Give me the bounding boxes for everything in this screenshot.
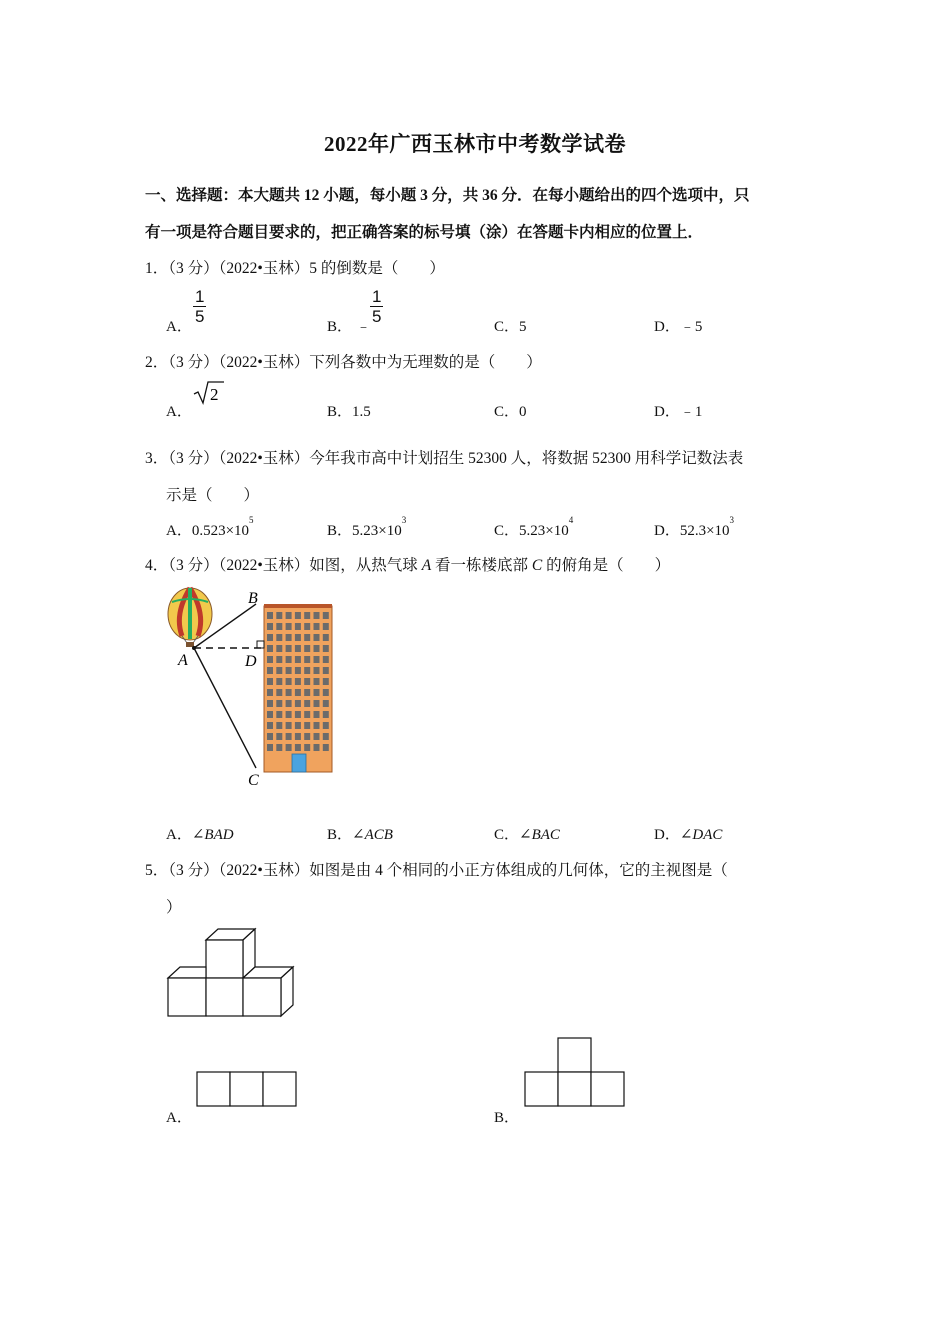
building-window xyxy=(304,634,310,641)
q1-option-b-sign: ﹣ xyxy=(356,319,372,335)
q4-option-d: D．∠DAC xyxy=(654,827,723,843)
sqrt-icon xyxy=(192,380,226,406)
q1-stem: 1．（3 分）（2022•玉林）5 的倒数是（ ） xyxy=(145,260,445,277)
point-label-a: A xyxy=(178,652,188,669)
q1-a-denominator: 5 xyxy=(195,307,205,326)
hot-air-balloon-icon xyxy=(168,588,212,647)
building-window xyxy=(286,722,292,729)
building-window xyxy=(267,733,273,740)
building-window xyxy=(276,700,282,707)
point-label-c: C xyxy=(248,772,259,789)
building-window xyxy=(286,678,292,685)
building-window xyxy=(267,689,273,696)
q1-option-a-fraction xyxy=(193,288,206,325)
building-window xyxy=(295,733,301,740)
building-window xyxy=(323,623,329,630)
q5-stem-line2: ） xyxy=(166,899,182,916)
building-window xyxy=(314,711,320,718)
building-window xyxy=(323,733,329,740)
q5-option-a-label: A． xyxy=(166,1110,192,1126)
building-window xyxy=(276,678,282,685)
building-window xyxy=(286,711,292,718)
building-window xyxy=(304,656,310,663)
building-window xyxy=(323,744,329,751)
building-window xyxy=(304,667,310,674)
building-window xyxy=(295,634,301,641)
building-window xyxy=(286,623,292,630)
q3-a-base: A．0.523×10 xyxy=(166,523,250,539)
building-window xyxy=(276,744,282,751)
q3-b-base: B．5.23×10 xyxy=(327,523,402,539)
building-window xyxy=(304,733,310,740)
q4-option-c: C．∠BAC xyxy=(494,827,560,843)
building-window xyxy=(323,678,329,685)
q3-option-c xyxy=(494,515,574,540)
q2-option-b: B．1.5 xyxy=(327,404,371,420)
building-window xyxy=(304,700,310,707)
building-window xyxy=(314,656,320,663)
q2-option-a-label: A． xyxy=(166,404,192,420)
building-window xyxy=(323,612,329,619)
building-window xyxy=(323,711,329,718)
building-window xyxy=(304,612,310,619)
building-window xyxy=(304,689,310,696)
building-window xyxy=(314,623,320,630)
building-window xyxy=(314,689,320,696)
q2-option-c: C．0 xyxy=(494,404,527,420)
building-window xyxy=(314,667,320,674)
q1-b-numerator: 1 xyxy=(372,287,382,306)
q4-figure-balloon-building xyxy=(160,586,340,796)
building-window xyxy=(304,722,310,729)
q3-b-exp: 3 xyxy=(401,515,407,525)
q3-option-d xyxy=(654,515,735,540)
right-angle-mark xyxy=(257,641,264,648)
building-window xyxy=(314,612,320,619)
section-instructions-line1: 一、选择题：本大题共 12 小题，每小题 3 分，共 36 分．在每小题给出的四个选项中，只 xyxy=(145,187,750,204)
building-window xyxy=(295,667,301,674)
q1-b-denominator: 5 xyxy=(372,307,382,326)
q4-option-b: B．∠ACB xyxy=(327,827,393,843)
building-window xyxy=(314,700,320,707)
building-window xyxy=(295,689,301,696)
building-window xyxy=(323,700,329,707)
q2-option-d: D．﹣1 xyxy=(654,404,703,420)
q5-option-b-label: B． xyxy=(494,1110,520,1126)
building-icon xyxy=(264,604,332,772)
building-window xyxy=(323,645,329,652)
q1-option-b-label: B． xyxy=(327,319,353,335)
building-window xyxy=(286,700,292,707)
building-window xyxy=(276,645,282,652)
building-window xyxy=(286,612,292,619)
q2-option-a-sqrt xyxy=(192,380,226,411)
building-window xyxy=(295,612,301,619)
q4-stem: 4．（3 分）（2022•玉林）如图，从热气球 A 看一栋楼底部 C 的俯角是（ ） xyxy=(145,557,671,574)
building-window xyxy=(295,645,301,652)
building-window xyxy=(286,744,292,751)
building-window xyxy=(323,634,329,641)
q3-option-a xyxy=(166,515,254,540)
q3-stem-line1: 3．（3 分）（2022•玉林）今年我市高中计划招生 52300 人，将数据 52300 用科学记数法表 xyxy=(145,450,744,467)
q2-a-radicand: 2 xyxy=(210,385,219,404)
building-window xyxy=(276,634,282,641)
building-window xyxy=(314,645,320,652)
building-window xyxy=(314,678,320,685)
building-window xyxy=(304,678,310,685)
building-window xyxy=(295,711,301,718)
q3-option-b xyxy=(327,515,407,540)
q5-figure-cubes xyxy=(160,926,300,1026)
building-window xyxy=(304,645,310,652)
q3-a-exp: 5 xyxy=(249,515,254,525)
q5-option-a-figure xyxy=(196,1071,298,1113)
building-window xyxy=(314,744,320,751)
building-window xyxy=(267,667,273,674)
building-window xyxy=(276,656,282,663)
building-window xyxy=(276,612,282,619)
building-window xyxy=(323,656,329,663)
building-window xyxy=(295,623,301,630)
building-window xyxy=(286,733,292,740)
building-window xyxy=(276,722,282,729)
building-window xyxy=(314,722,320,729)
building-window xyxy=(286,656,292,663)
building-window xyxy=(304,711,310,718)
building-window xyxy=(323,689,329,696)
building-window xyxy=(304,744,310,751)
q3-d-base: D．52.3×10 xyxy=(654,523,730,539)
q5-stem-line1: 5．（3 分）（2022•玉林）如图是由 4 个相同的小正方体组成的几何体，它的主视图是（ xyxy=(145,862,728,879)
q1-option-d: D．﹣5 xyxy=(654,319,703,335)
page-title: 2022年广西玉林市中考数学试卷 xyxy=(324,132,626,156)
q1-a-numerator: 1 xyxy=(195,287,205,306)
building-window xyxy=(286,667,292,674)
q3-d-exp: 3 xyxy=(729,515,735,525)
q2-stem: 2．（3 分）（2022•玉林）下列各数中为无理数的是（ ） xyxy=(145,354,542,371)
q3-c-base: C．5.23×10 xyxy=(494,523,569,539)
building-window xyxy=(267,634,273,641)
q5-option-b-figure xyxy=(524,1037,626,1113)
building-window xyxy=(276,667,282,674)
building-window xyxy=(295,744,301,751)
q1-option-a-label: A． xyxy=(166,319,192,335)
building-window xyxy=(295,656,301,663)
building-window xyxy=(267,623,273,630)
building-window xyxy=(295,678,301,685)
q3-c-exp: 4 xyxy=(568,515,574,525)
building-window xyxy=(276,733,282,740)
building-window xyxy=(267,722,273,729)
building-window xyxy=(276,623,282,630)
building-window xyxy=(314,733,320,740)
building-window xyxy=(295,722,301,729)
building-window xyxy=(267,678,273,685)
building-window xyxy=(286,689,292,696)
q3-stem-line2: 示是（ ） xyxy=(166,487,260,504)
building-window xyxy=(267,656,273,663)
building-window xyxy=(323,667,329,674)
building-window xyxy=(286,634,292,641)
building-window xyxy=(276,689,282,696)
building-window xyxy=(267,711,273,718)
point-label-b: B xyxy=(248,590,258,607)
building-window xyxy=(267,744,273,751)
q1-option-b-fraction xyxy=(370,288,383,325)
building-window xyxy=(267,645,273,652)
building-window xyxy=(276,711,282,718)
building-window xyxy=(323,722,329,729)
section-instructions-line2: 有一项是符合题目要求的，把正确答案的标号填（涂）在答题卡内相应的位置上． xyxy=(145,224,704,241)
building-window xyxy=(267,700,273,707)
building-window xyxy=(267,612,273,619)
point-label-d: D xyxy=(245,653,257,670)
building-window xyxy=(314,634,320,641)
q1-option-c: C．5 xyxy=(494,319,527,335)
q4-option-a: A．∠BAD xyxy=(166,827,234,843)
building-window xyxy=(295,700,301,707)
building-window xyxy=(304,623,310,630)
building-window xyxy=(286,645,292,652)
